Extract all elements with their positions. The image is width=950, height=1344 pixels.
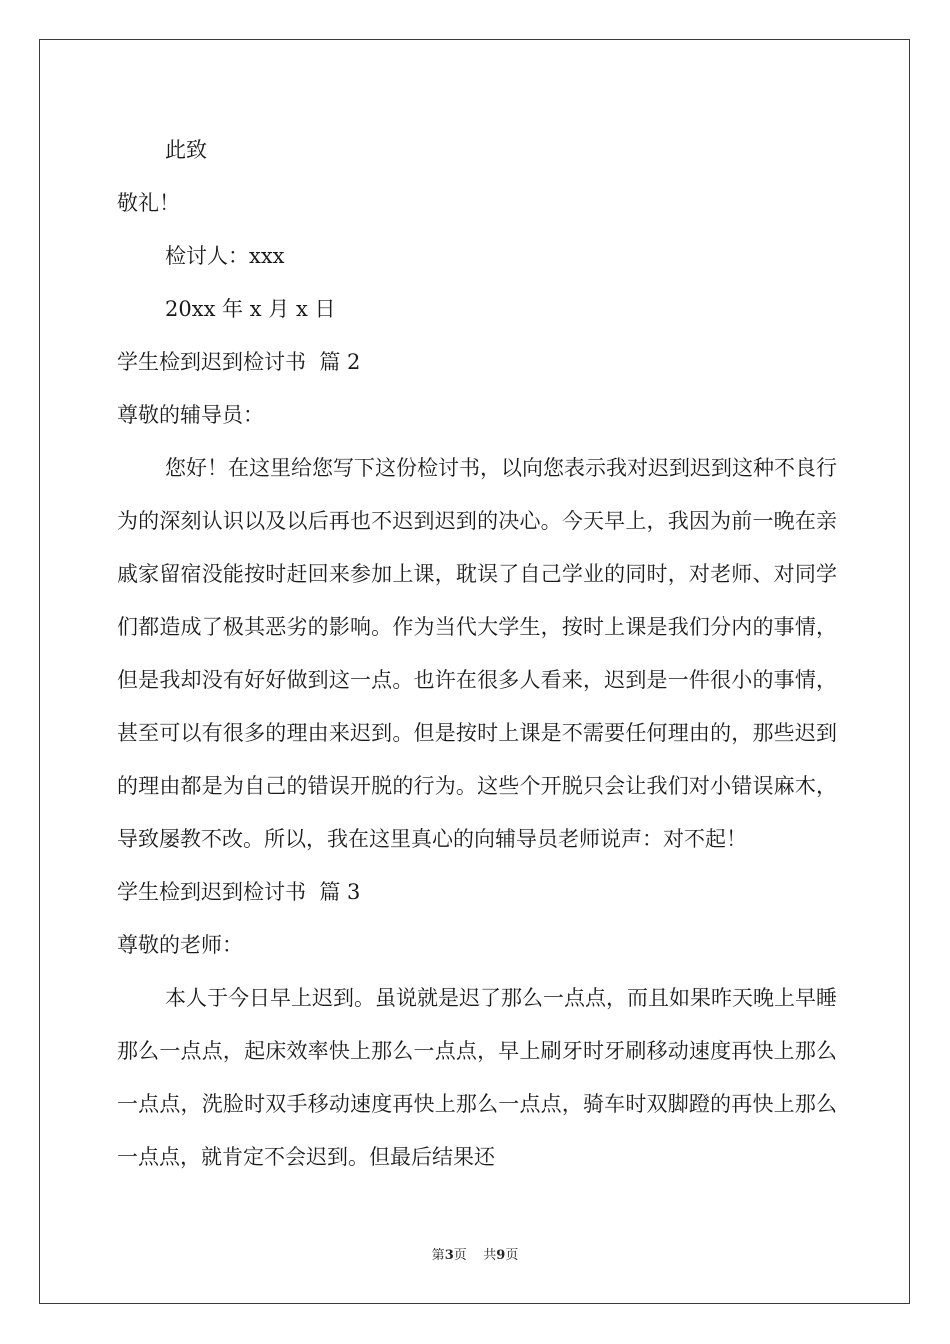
section-3-title: 学生检到迟到检讨书 篇 3 bbox=[117, 880, 361, 904]
letter-signer: 检讨人：xxx bbox=[165, 244, 285, 268]
letter-closing: 此致 bbox=[165, 138, 207, 162]
footer-page-total: 9 bbox=[496, 1248, 506, 1263]
footer-page-current: 3 bbox=[444, 1248, 454, 1263]
document-body bbox=[117, 124, 837, 1184]
section-2-title: 学生检到迟到检讨书 篇 2 bbox=[117, 350, 361, 374]
footer-page-mid: 页 共 bbox=[453, 1248, 497, 1263]
section-2-greeting: 尊敬的辅导员： bbox=[117, 403, 264, 427]
section-3-body: 本人于今日早上迟到。虽说就是迟了那么一点点，而且如果昨天晚上早睡那么一点点，起床效率快上那么一点点，早上刷牙时牙刷移动速度再快上那么一点点，洗脸时双手移动速度再快上那么一点点，骑车时双脚蹬的再快上那么一点点，就肯定不会迟到。但最后结果还 bbox=[117, 986, 837, 1169]
letter-salute: 敬礼！ bbox=[117, 191, 180, 215]
section-3-greeting: 尊敬的老师： bbox=[117, 933, 243, 957]
footer-page-prefix: 第 bbox=[431, 1248, 445, 1263]
page-footer bbox=[0, 1246, 950, 1266]
section-2-body: 您好！在这里给您写下这份检讨书，以向您表示我对迟到迟到这种不良行为的深刻认识以及以后再也不迟到迟到的决心。今天早上，我因为前一晚在亲戚家留宿没能按时赶回来参加上课，耽误了自己学业的同时，对老师、对同学们都造成了极其恶劣的影响。作为当代大学生，按时上课是我们分内的事情，但是我却没有好好做到这一点。也许在很多人看来，迟到是一件很小的事情，甚至可以有很多的理由来迟到。但是按时上课是不需要任何理由的，那些迟到的理由都是为自己的错误开脱的行为。这些个开脱只会让我们对小错误麻木，导致屡教不改。所以，我在这里真心的向辅导员老师说声：对不起！ bbox=[117, 456, 837, 851]
letter-date: 20xx 年 x 月 x 日 bbox=[165, 297, 336, 321]
footer-page-suffix: 页 bbox=[505, 1248, 519, 1263]
